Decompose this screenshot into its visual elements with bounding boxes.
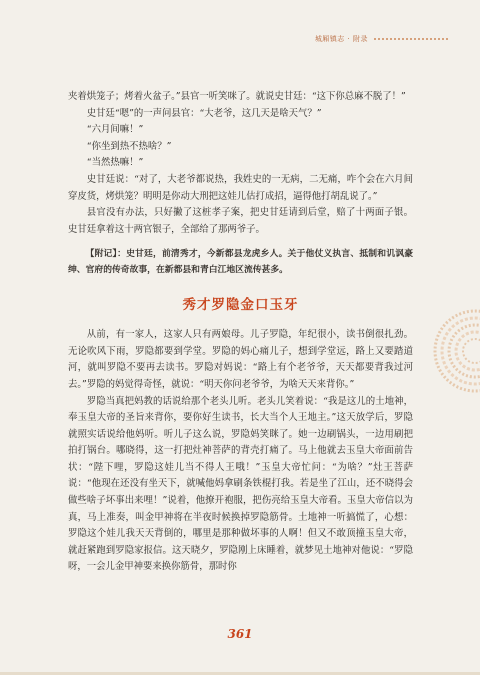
paragraph: “六月间嘛！”: [86, 124, 144, 136]
paragraph: 从前，有一家人，这家人只有两娘母。儿子罗隐，年纪很小，读书倒很扎劲。无论吹风下雨，罗隐都要到学堂。罗隐的妈心痛儿子，想到学堂远，路上又要踏道河，就叫罗隐不要再去读书。罗隐对妈说：“路上有个老爷爷，天天都要背我过河去。”罗隐的妈觉得奇怪，就说：“明天你问老爷爷，为啥天天来背你。”: [68, 329, 413, 390]
story-title: 秀才罗隐金口玉牙: [182, 296, 299, 313]
page-header: [315, 34, 448, 44]
page-number: 361: [227, 627, 253, 641]
header-dotted-rule: [374, 38, 448, 41]
paragraph: “当然热嘛！”: [86, 157, 144, 169]
page-body: [68, 89, 413, 576]
paragraph: 县官没有办法，只好撇了这桩孝子案，把史甘廷请到后堂，赔了十两面子银。史甘廷拿着这十两官银子，全部给了那两爷子。: [68, 207, 413, 235]
appendix-note-text: 史甘廷，前清秀才，今新都县龙虎乡人。关于他仗义执言、抵制和讥讽豪绅、官府的传奇故事，在新都县和青白江地区流传甚多。: [68, 249, 413, 275]
appendix-note-tag: 【附记】：: [85, 249, 127, 260]
paragraph: 史甘廷“嗯”的一声问县官：“大老爷，这几天是啥天气？”: [86, 107, 322, 119]
paragraph: 夹着烘笼子；烤着火盆子。”县官一听笑咪了。就说史甘廷：“这下你总麻不脱了！”: [68, 91, 406, 102]
paragraph: “你坐到热不热啥？”: [86, 140, 172, 152]
paragraph: 罗隐当真把妈教的话说给那个老头儿听。老头儿笑着说：“我是这儿的土地神，奉玉皇大帝的圣旨来背你，要你好生读书，长大当个人王地主。”这天放学后，罗隐就照实话说给他妈听。听儿子这么说，罗隐妈笑眯了。她一边刷锅头，一边用刷把拍打锅台。哪晓得，这一打把灶神菩萨的背壳打痛了。马上他就去玉皇大帝面前告状：“陛下哩，罗隐这娃儿当不得人王哦！”玉皇大帝忙问：“为啥？”灶王菩萨说：“他现在还没有坐天下，就喊他妈拿刷条铁棍打我。若是坐了江山，还不晓得会做些啥子坏事出来哩！”说着，他撩开袍服，把伤亮给玉皇大帝看。玉皇大帝信以为真，马上准奏，叫金甲神将在半夜时候换掉罗隐筋骨。土地神一听搞慌了，心想：罗隐这个娃儿我天天背倒的，哪里是那种做坏事的人啊！但又不敢顶撞玉皇大帝，就赶紧跑到罗隐家报信。这天晓夕，罗隐刚上床睡着，就梦见土地神对他说：“罗隐呀，一会儿金甲神要来换你筋骨，那时你: [68, 395, 413, 573]
header-text: 城厢镇志 · 附录: [314, 35, 368, 43]
appendix-note: [68, 247, 413, 278]
paragraph: 史甘廷说：“对了，大老爷都说热，我姓史的一无病，二无痛，咋个会在六月间穿皮货，烤烘笼？明明是你动大刑把这娃儿估打成招，逼得他打胡乱说了。”: [68, 173, 413, 202]
decorative-rings-ornament: [432, 308, 480, 394]
